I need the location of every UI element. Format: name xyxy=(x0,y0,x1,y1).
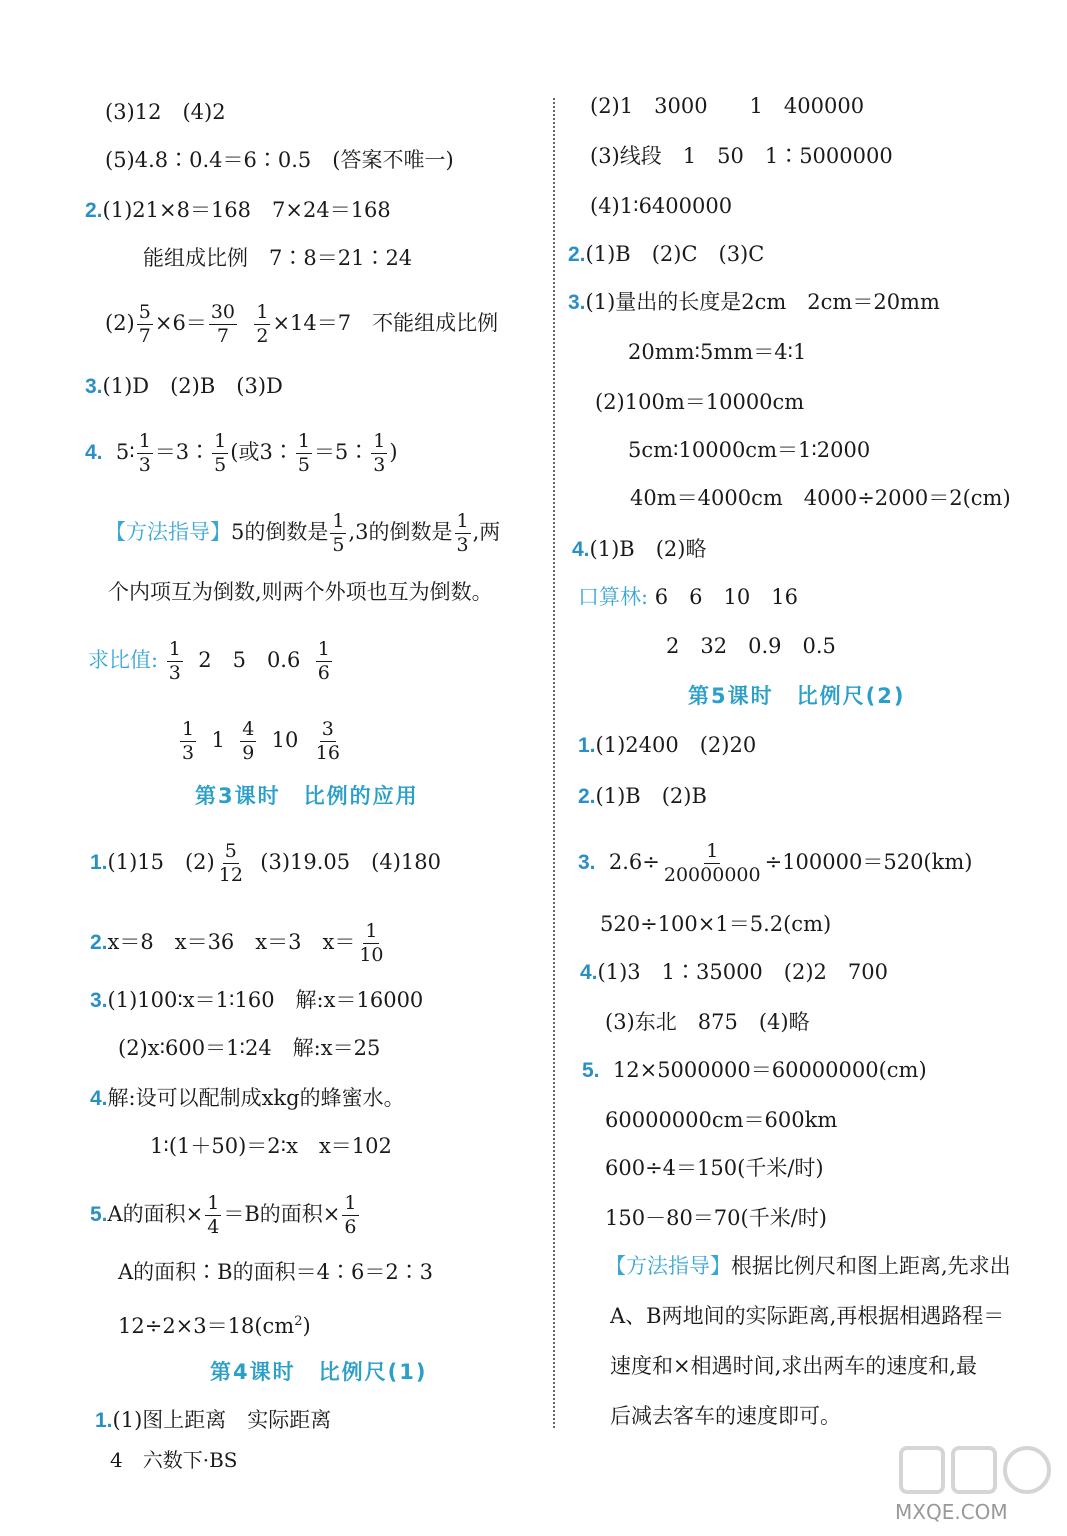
question-number: 4. xyxy=(572,538,590,561)
fraction: $\frac{1}{3}$ xyxy=(182,718,195,764)
fraction: $\frac{3}{16}$ xyxy=(315,718,340,764)
fraction: $\frac{1}{2}$ xyxy=(256,301,269,347)
oral-row-1: 口算林: 6 6 10 16 xyxy=(578,585,798,609)
section-header: 第3课时 比例的应用 xyxy=(195,784,419,808)
answer-line: A的面积∶B的面积＝4∶6＝2∶3 xyxy=(118,1260,434,1284)
question-2 xyxy=(85,196,391,225)
answer-line: (2)100m＝10000cm xyxy=(595,390,805,414)
fraction: $\frac{1}{5}$ xyxy=(297,430,310,476)
answer-line: 1∶(1＋50)＝2∶x x＝102 xyxy=(150,1134,392,1158)
ratio-row-2: $\frac{1}{3}$ 1 $\frac{4}{9}$ 10 $\frac{3}{16}$ xyxy=(182,718,340,764)
answer-text: ×6＝ xyxy=(154,311,207,335)
question-number: 1. xyxy=(95,1409,113,1432)
s3-question-3: 3.(1)100∶x＝1∶160 解:x＝16000 xyxy=(90,988,424,1012)
answer-line: 520÷100×1＝5.2(cm) xyxy=(600,912,832,936)
question-number: 4. xyxy=(85,441,103,464)
answer-line: (4)1∶6400000 xyxy=(590,194,733,218)
fraction: $\frac{1}{3}$ xyxy=(168,638,181,684)
fraction: $\frac{1}{6}$ xyxy=(344,1192,357,1238)
s3-question-2: 2.x＝8 x＝36 x＝3 x＝ $\frac{1}{10}$ xyxy=(90,920,384,966)
s5-question-2: 2.(1)B (2)B xyxy=(578,784,707,808)
method-tip-line: 后减去客车的速度即可。 xyxy=(610,1404,841,1428)
answer-line: (2)1 3000 1 400000 xyxy=(590,94,865,118)
answer-line: $12\div 2\times 3=18(cm^2)$ xyxy=(118,1314,311,1338)
answer-line: (3)线段 1 50 1∶5000000 xyxy=(590,144,893,168)
answer-line: (5)4.8∶0.4＝6∶0.5 (答案不唯一) xyxy=(105,148,454,172)
question-3 xyxy=(85,372,283,401)
answer-line: (2)x∶600＝1∶24 解:x＝25 xyxy=(118,1036,381,1060)
method-tip: 【方法指导】5的倒数是 $\frac{1}{5}$ ,3的倒数是 $\frac{1}{3}$ ,两 xyxy=(105,510,501,556)
fraction: $\frac{5}{12}$ xyxy=(218,840,243,886)
s5-question-3: 3. 2.6÷ $\frac{1}{20000000}$ ÷100000＝520(km) xyxy=(578,840,973,886)
watermark-text: MXQE.COM xyxy=(895,1500,1008,1524)
fraction: $\frac{4}{9}$ xyxy=(242,718,255,764)
answer-text: (2) xyxy=(105,311,135,335)
fraction: $\frac{5}{7}$ xyxy=(138,301,151,347)
s5-question-5: 5. 12×5000000＝60000000(cm) xyxy=(582,1058,927,1082)
fraction: $\frac{1}{5}$ xyxy=(214,430,227,476)
question-number: 3. xyxy=(568,291,586,314)
question-number: 2. xyxy=(85,199,103,222)
question-2: 2.(1)B (2)C (3)C xyxy=(568,242,765,266)
page-footer: 4 六数下·BS xyxy=(110,1448,238,1472)
question-number: 3. xyxy=(85,375,103,398)
ratio-label: 求比值: xyxy=(88,648,159,672)
answer-line: 能组成比例 7∶8＝21∶24 xyxy=(143,246,413,270)
question-number: 1. xyxy=(578,734,596,757)
question-number: 2. xyxy=(578,785,596,808)
answer-line: 5cm∶10000cm＝1∶2000 xyxy=(628,438,871,462)
question-number: 3. xyxy=(578,851,596,874)
answer-line: (3)东北 875 (4)略 xyxy=(605,1010,810,1034)
question-number: 4. xyxy=(580,961,598,984)
fraction: $\frac{1}{4}$ xyxy=(207,1192,220,1238)
method-tip-line: A、B两地间的实际距离,再根据相遇路程＝ xyxy=(610,1304,1005,1328)
fraction: $\frac{1}{20000000}$ xyxy=(663,840,761,886)
method-tip-tag: 【方法指导】 xyxy=(605,1254,731,1278)
question-number: 5. xyxy=(90,1203,108,1226)
s3-question-1: 1.(1)15 (2) $\frac{5}{12}$ (3)19.05 (4)180 xyxy=(90,840,441,886)
question-number: 4. xyxy=(90,1087,108,1110)
question-number: 2. xyxy=(90,931,108,954)
answer-text: ×14＝7 不能组成比例 xyxy=(272,311,499,335)
method-tip-tag: 【方法指导】 xyxy=(105,520,231,544)
fraction: $\frac{1}{3}$ xyxy=(373,430,386,476)
section-header: 第4课时 比例尺(1) xyxy=(210,1360,428,1384)
column-divider xyxy=(553,98,555,1428)
answer-line: (3)12 (4)2 xyxy=(105,100,226,124)
s4-question-1: 1.(1)图上距离 实际距离 xyxy=(95,1408,332,1432)
fraction: $\frac{1}{10}$ xyxy=(359,920,384,966)
fraction: $\frac{1}{5}$ xyxy=(332,510,345,556)
answer-line: 20mm∶5mm＝4∶1 xyxy=(628,340,807,364)
method-tip-line: 个内项互为倒数,则两个外项也互为倒数。 xyxy=(108,580,493,604)
answer-line xyxy=(105,303,498,346)
answer-text: (1)D (2)B (3)D xyxy=(102,374,283,398)
fraction: $\frac{1}{3}$ xyxy=(456,510,469,556)
fraction: $\frac{1}{6}$ xyxy=(317,638,330,684)
s3-question-4: 4.解:设可以配制成xkg的蜂蜜水。 xyxy=(90,1086,405,1110)
question-4: 4.(1)B (2)略 xyxy=(572,537,707,561)
method-tip: 【方法指导】根据比例尺和图上距离,先求出 xyxy=(605,1254,1011,1278)
question-number: 5. xyxy=(582,1059,600,1082)
oral-label: 口算林: xyxy=(578,585,649,609)
s3-question-5: 5.A的面积× $\frac{1}{4}$ ＝B的面积× $\frac{1}{6}$ xyxy=(90,1192,357,1238)
question-4: 4. 5∶ $\frac{1}{3}$ ＝3∶ $\frac{1}{5}$ (或3∶ $\frac{1}{5}$ ＝5∶ $\frac{1}{3}$ ) xyxy=(85,430,398,476)
question-number: 2. xyxy=(568,243,586,266)
answer-line: 40m＝4000cm 4000÷2000＝2(cm) xyxy=(630,486,1011,510)
question-3: 3.(1)量出的长度是2cm 2cm＝20mm xyxy=(568,290,940,314)
question-number: 1. xyxy=(90,851,108,874)
oral-row-2: 2 32 0.9 0.5 xyxy=(666,634,836,658)
fraction: $\frac{30}{7}$ xyxy=(210,301,235,347)
question-number: 3. xyxy=(90,989,108,1012)
fraction: $\frac{1}{3}$ xyxy=(138,430,151,476)
ratio-row-1: 求比值: $\frac{1}{3}$ 2 5 0.6 $\frac{1}{6}$ xyxy=(88,638,330,684)
answer-line: 600÷4＝150(千米/时) xyxy=(605,1156,824,1180)
method-tip-line: 速度和×相遇时间,求出两车的速度和,最 xyxy=(610,1354,977,1378)
s5-question-4: 4.(1)3 1∶35000 (2)2 700 xyxy=(580,960,888,984)
answer-text: (1)21×8＝168 7×24＝168 xyxy=(102,198,391,222)
answer-line: 150－80＝70(千米/时) xyxy=(605,1206,827,1230)
s5-question-1: 1.(1)2400 (2)20 xyxy=(578,733,757,757)
section-header: 第5课时 比例尺(2) xyxy=(688,684,906,708)
answer-line: 60000000cm＝600km xyxy=(605,1108,838,1132)
